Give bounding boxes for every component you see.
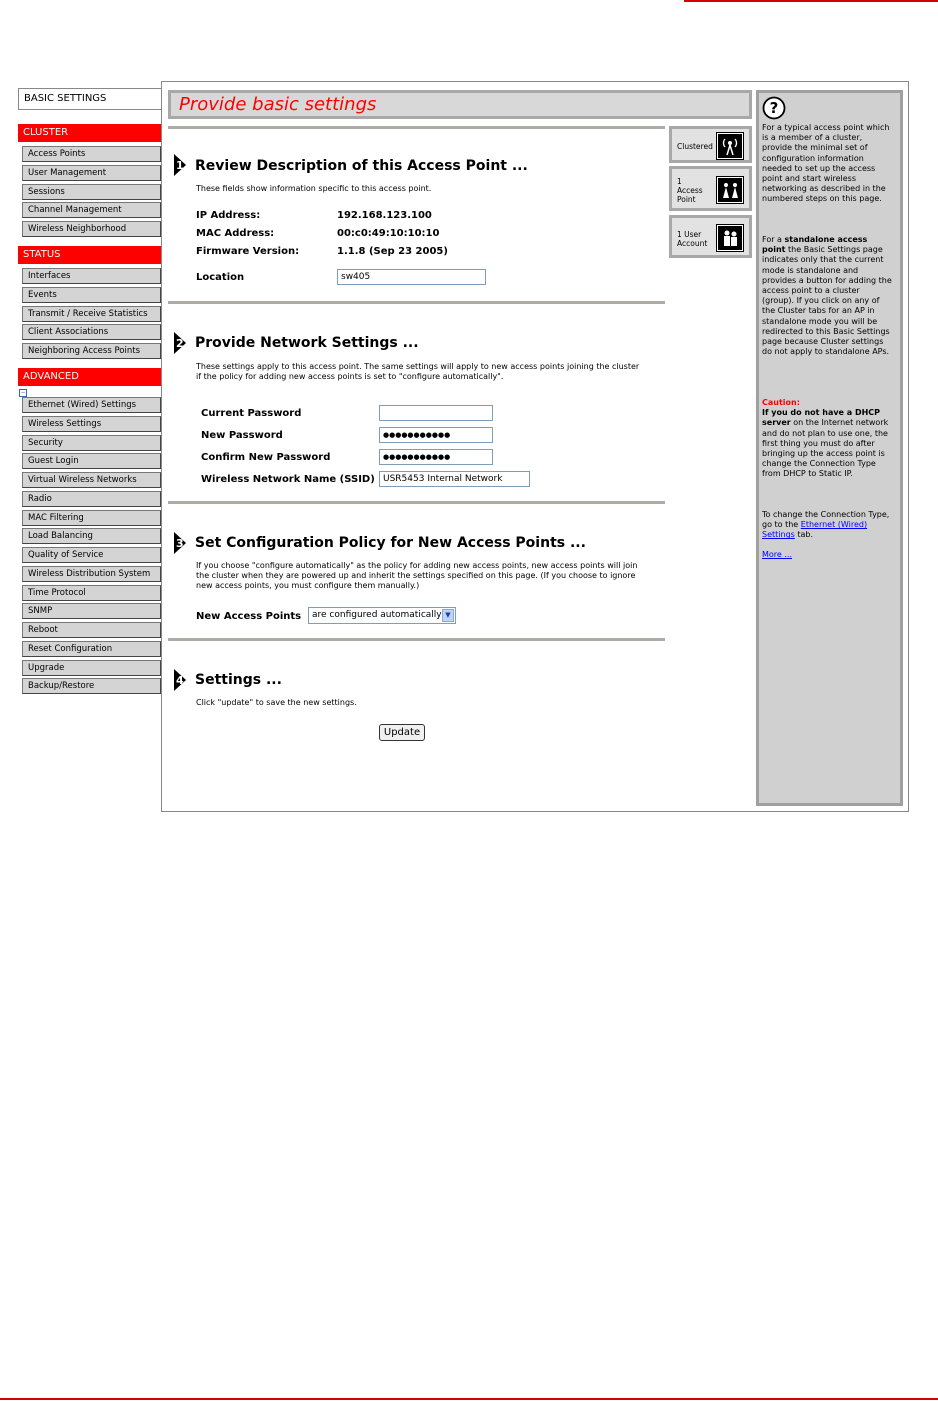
access-point-icon	[717, 177, 743, 203]
access-point-label-2: Point	[677, 195, 696, 204]
cluster-antenna-icon	[717, 133, 743, 159]
sidebar-item-quality-of-service[interactable]: Quality of Service	[22, 547, 161, 563]
bottom-rule	[0, 1398, 938, 1400]
section-2-title: Provide Network Settings ...	[195, 335, 419, 351]
sidebar-item-channel-management[interactable]: Channel Management	[22, 202, 161, 218]
sidebar-item-radio[interactable]: Radio	[22, 491, 161, 507]
svg-text:?: ?	[769, 99, 779, 117]
svg-text:1: 1	[176, 159, 184, 172]
current-password-label: Current Password	[201, 408, 302, 419]
section-3-desc: If you choose "configure automatically" as the policy for adding new access points, new access points will join the cluster when they are powered up and inherit the settings specified on this page. (If you choose to ignore new access points, you must configure them manually.)	[196, 561, 638, 590]
sidebar-item-reset-configuration[interactable]: Reset Configuration	[22, 641, 161, 657]
section-2-desc: These settings apply to this access point. The same settings will apply to new access points joining the cluster if the policy for adding new access points is set to "configure automatically".	[196, 362, 640, 381]
update-button[interactable]: Update	[379, 724, 425, 741]
section-3-title: Set Configuration Policy for New Access Points ...	[195, 535, 586, 551]
help-caution: Caution: If you do not have a DHCP server on the Internet network and do not plan to use one, the first thing you must do after bringing up the access point is change the Connection Type from DHCP to Static IP.	[762, 398, 892, 480]
page-title-bar	[168, 90, 752, 119]
location-input[interactable]: sw405	[337, 269, 486, 285]
sidebar-item-snmp[interactable]: SNMP	[22, 603, 161, 619]
sidebar-item-transmit-receive-statistics[interactable]: Transmit / Receive Statistics	[22, 306, 161, 322]
sidebar-item-backup-restore[interactable]: Backup/Restore	[22, 678, 161, 694]
firmware-version-value: 1.1.8 (Sep 23 2005)	[337, 246, 448, 257]
nav-header-status[interactable]: STATUS	[18, 246, 161, 264]
ssid-label: Wireless Network Name (SSID)	[201, 474, 375, 485]
sidebar-item-upgrade[interactable]: Upgrade	[22, 660, 161, 676]
sidebar-item-wireless-distribution-system[interactable]: Wireless Distribution System	[22, 566, 161, 582]
sidebar-item-ethernet-wired-settings[interactable]: Ethernet (Wired) Settings	[22, 397, 161, 413]
step-1-icon	[174, 154, 186, 176]
new-password-label: New Password	[201, 430, 283, 441]
sidebar-item-virtual-wireless-networks[interactable]: Virtual Wireless Networks	[22, 472, 161, 488]
caution-label: Caution:	[762, 398, 800, 407]
sidebar-item-access-points[interactable]: Access Points	[22, 146, 161, 162]
section-divider	[168, 126, 665, 129]
step-2-icon	[174, 332, 186, 354]
svg-text:2: 2	[176, 337, 184, 350]
help-paragraph-1: For a typical access point which is a member of a cluster, provide the minimal set of configuration information needed to set up the access point and start wireless networking as described in the numbered steps on this page.	[762, 123, 890, 204]
sidebar-item-sessions[interactable]: Sessions	[22, 184, 161, 200]
ip-address-label: IP Address:	[196, 210, 261, 221]
user-account-icon	[717, 225, 743, 251]
new-access-points-select[interactable]	[308, 607, 456, 624]
step-3-icon	[174, 532, 186, 554]
confirm-password-field[interactable]: ●●●●●●●●●●●	[379, 449, 493, 465]
nav-basic-settings[interactable]: BASIC SETTINGS	[18, 88, 162, 110]
page-title: Provide basic settings	[179, 94, 377, 115]
mac-address-label: MAC Address:	[196, 228, 275, 239]
firmware-version-label: Firmware Version:	[196, 246, 300, 257]
new-access-points-label: New Access Points	[196, 611, 302, 622]
sidebar-item-interfaces[interactable]: Interfaces	[22, 268, 161, 284]
sidebar-item-security[interactable]: Security	[22, 435, 161, 451]
sidebar-item-load-balancing[interactable]: Load Balancing	[22, 528, 161, 544]
sidebar-item-reboot[interactable]: Reboot	[22, 622, 161, 638]
mac-address-value: 00:c0:49:10:10:10	[337, 228, 440, 239]
section-1-desc: These fields show information specific to this access point.	[196, 184, 432, 193]
ethernet-settings-link[interactable]: Ethernet (Wired) Settings	[762, 520, 868, 540]
help-paragraph-4: To change the Connection Type, go to the Ethernet (Wired) Settings tab.	[762, 510, 890, 540]
step-4-icon	[174, 669, 186, 691]
user-account-label-2: Account	[677, 239, 708, 248]
access-point-status-box[interactable]	[669, 166, 752, 211]
ssid-input[interactable]: USR5453 Internal Network	[379, 471, 530, 487]
help-paragraph-2: For a standalone access point the Basic Settings page indicates only that the current mode is standalone and provides a button for adding the access point to a cluster (group). If you click on any of the Cluster tabs for an AP in standalone mode you will be redirected to this Basic Settings page because Cluster settings do not apply to standalone APs.	[762, 235, 892, 357]
clustered-label: Clustered	[677, 142, 713, 151]
access-point-label-1: Access	[677, 186, 703, 195]
section-divider	[168, 501, 665, 504]
more-link[interactable]: More ...	[762, 550, 793, 559]
sidebar-item-client-associations[interactable]: Client Associations	[22, 324, 161, 340]
confirm-password-label: Confirm New Password	[201, 452, 331, 463]
ip-address-value: 192.168.123.100	[337, 210, 432, 221]
section-divider	[168, 301, 665, 304]
current-password-field[interactable]	[379, 405, 493, 421]
sidebar-item-time-protocol[interactable]: Time Protocol	[22, 585, 161, 601]
section-divider	[168, 638, 665, 641]
sidebar-item-guest-login[interactable]: Guest Login	[22, 453, 161, 469]
access-point-count: 1	[677, 177, 682, 186]
sidebar-item-wireless-settings[interactable]: Wireless Settings	[22, 416, 161, 432]
nav-header-advanced[interactable]: ADVANCED	[18, 368, 161, 386]
clustered-status-box[interactable]	[669, 126, 752, 163]
section-4-desc: Click "update" to save the new settings.	[196, 698, 357, 707]
location-label: Location	[196, 272, 245, 283]
user-account-status-box[interactable]	[669, 215, 752, 258]
sidebar-item-events[interactable]: Events	[22, 287, 161, 303]
sidebar-item-user-management[interactable]: User Management	[22, 165, 161, 181]
top-rule	[684, 0, 938, 2]
sidebar-item-mac-filtering[interactable]: MAC Filtering	[22, 510, 161, 526]
collapse-icon[interactable]: −	[20, 389, 26, 396]
user-account-label-1: 1 User	[677, 230, 702, 239]
sidebar-item-neighboring-access-points[interactable]: Neighboring Access Points	[22, 343, 161, 359]
nav-header-cluster[interactable]: CLUSTER	[18, 124, 161, 142]
sidebar-item-wireless-neighborhood[interactable]: Wireless Neighborhood	[22, 221, 161, 237]
section-1-title: Review Description of this Access Point ...	[195, 158, 528, 174]
new-access-points-select-value: are configured automatically	[312, 610, 442, 620]
question-icon[interactable]	[762, 96, 786, 120]
svg-text:3: 3	[176, 537, 184, 550]
new-password-field[interactable]: ●●●●●●●●●●●	[379, 427, 493, 443]
svg-text:4: 4	[176, 674, 184, 687]
chevron-down-icon[interactable]: ▼	[442, 609, 454, 622]
section-4-title: Settings ...	[195, 672, 282, 688]
